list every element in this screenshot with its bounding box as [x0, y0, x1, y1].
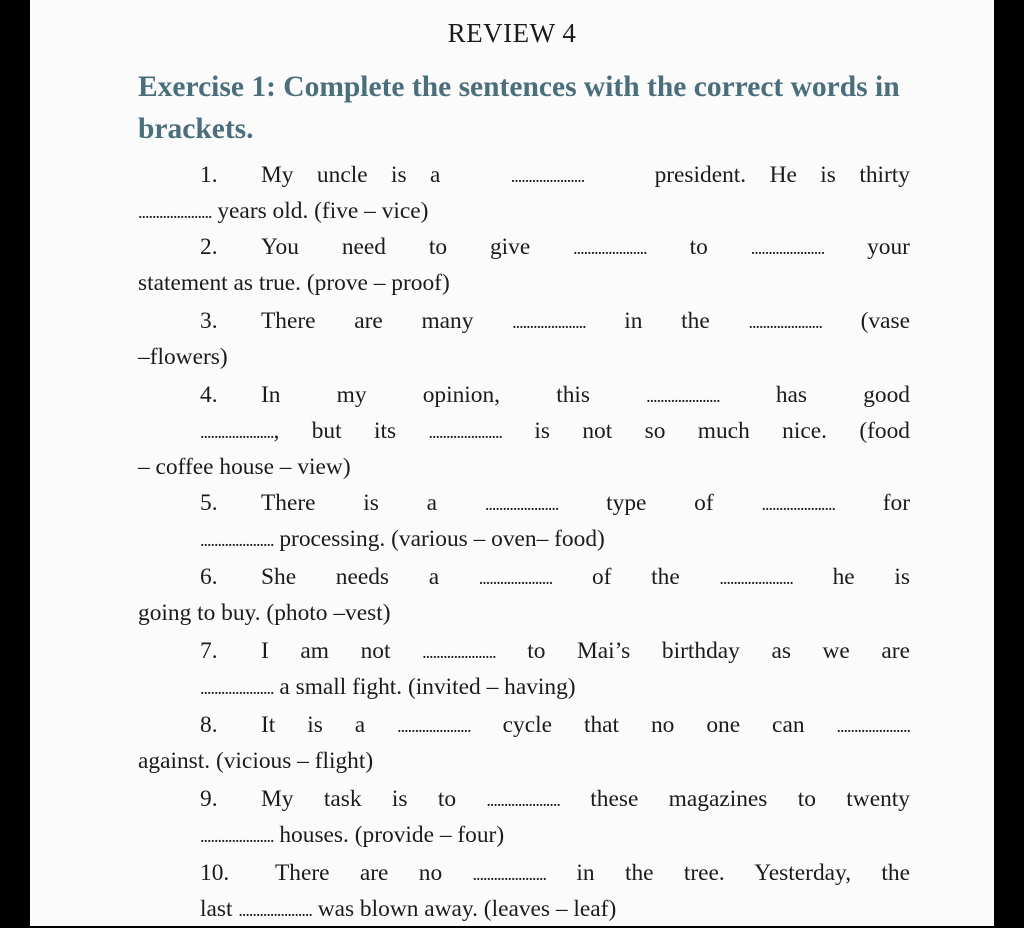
question-number: 5. [200, 490, 218, 516]
blank: ..................... [422, 642, 496, 662]
question-number: 1. [200, 162, 218, 188]
review-title: REVIEW 4 [447, 18, 577, 48]
question-number: 4. [200, 382, 218, 408]
blank: ..................... [200, 678, 274, 698]
blank: ..................... [484, 494, 559, 514]
blank: ..................... [238, 900, 312, 920]
question-number: 3. [200, 308, 218, 334]
blank: ..................... [138, 202, 212, 222]
blank: ..................... [486, 790, 560, 810]
question-number: 7. [200, 638, 218, 664]
question-2: 2. You need to give ..................... to ..................... your statement as true. (prove – proof) [138, 230, 910, 301]
blank: ..................... [748, 312, 822, 332]
question-6: 6. She needs a ..................... of the ..................... he is going to buy. (photo –vest) [138, 560, 910, 631]
blank: ..................... [646, 386, 720, 406]
blank: ..................... [397, 716, 471, 736]
blank: ..................... [510, 166, 585, 186]
question-9: 9. My task is to ..................... these magazines to twenty ..................... houses. (provide – four) [138, 782, 910, 854]
question-10: 10. There are no ..................... in the tree. Yesterday, the last ..................... was blown away. (leaves – leaf) [138, 856, 910, 928]
question-7: 7. I am not ..................... to Mai’s birthday as we are ..................... a small fight. (invited – having) [138, 634, 910, 706]
blank: ..................... [761, 494, 835, 514]
question-3: 3. There are many ..................... in the ..................... (vase –flowers) [138, 304, 910, 375]
question-8: 8. It is a ..................... cycle that no one can ..................... against. (vicious – flight) [138, 708, 910, 779]
question-1: 1. My uncle is a ..................... president. He is thirty ..................... years old. (five – vice) [138, 158, 910, 230]
question-number: 8. [200, 712, 218, 738]
question-number: 6. [200, 564, 218, 590]
question-number: 10. [200, 860, 230, 886]
worksheet-page [30, 0, 994, 926]
question-4: 4. In my opinion, this ..................... has good ....................., but its ..................... is not so much nice. (food – coffee house – view) [138, 378, 910, 485]
blank: ..................... [573, 238, 647, 258]
blank: ..................... [719, 568, 793, 588]
blank: ..................... [836, 716, 910, 736]
blank: ..................... [472, 864, 547, 884]
blank: ..................... [428, 422, 502, 442]
blank: ..................... [200, 530, 274, 550]
question-number: 9. [200, 786, 218, 812]
blank: ..................... [478, 568, 553, 588]
blank: ..................... [750, 238, 825, 258]
blank: ..................... [200, 422, 274, 442]
question-5: 5. There is a ..................... type of ..................... for ..................... processing. (various – oven– food) [138, 486, 910, 558]
question-number: 2. [200, 234, 218, 260]
exercise-title: Exercise 1: Complete the sentences with the correct words in brackets. [138, 71, 900, 145]
blank: ..................... [200, 826, 274, 846]
blank: ..................... [512, 312, 586, 332]
